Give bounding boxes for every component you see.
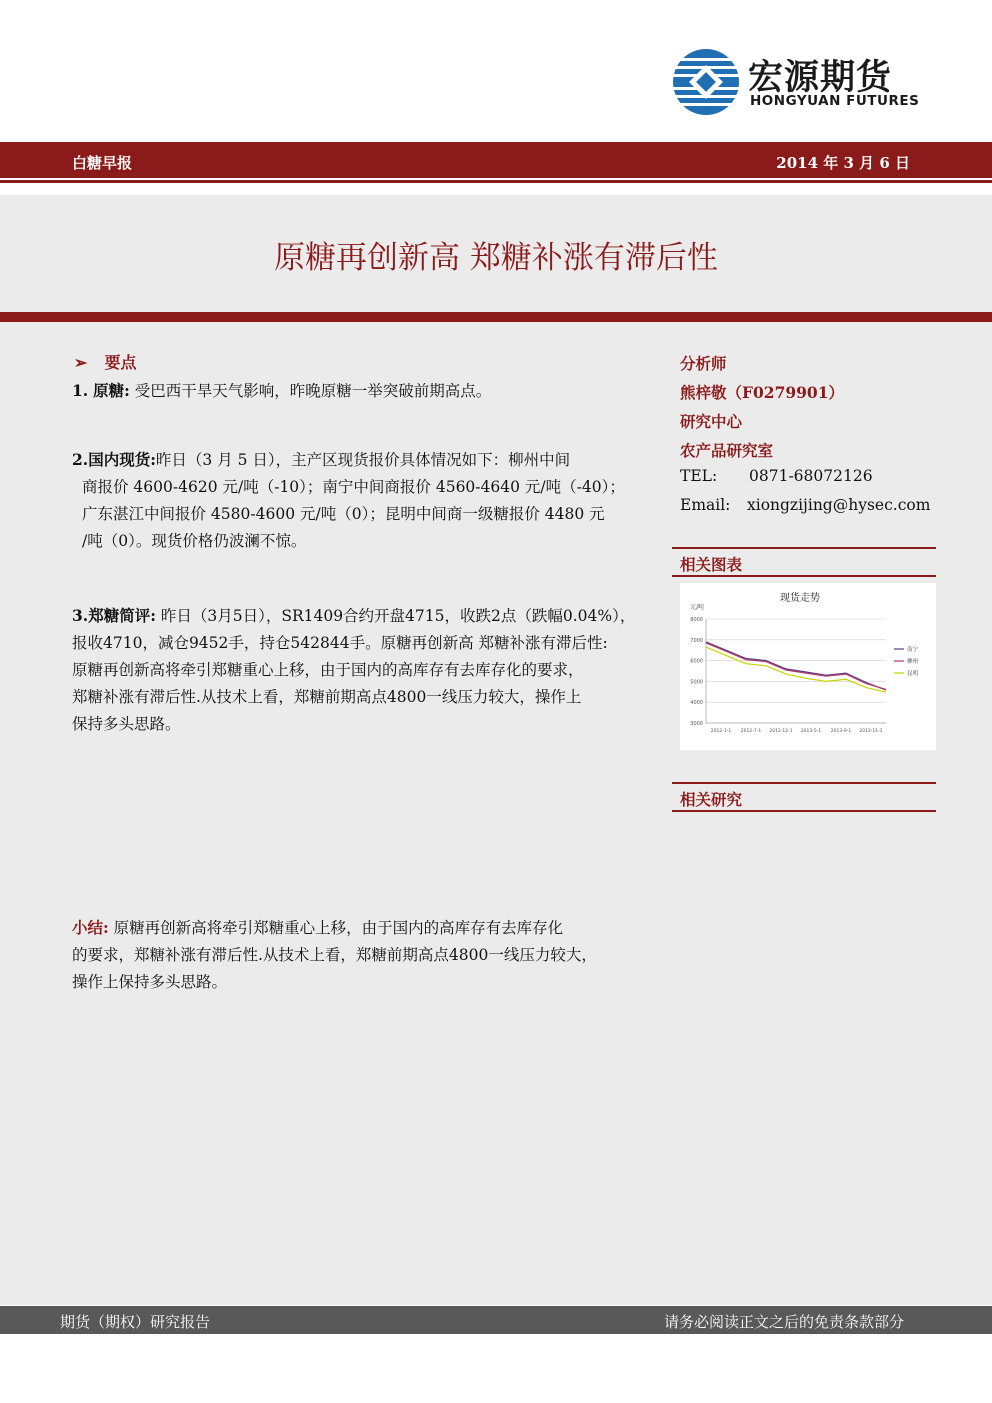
series-line-2 [706, 643, 886, 690]
x-tick-label: 2012-12-1 [769, 729, 793, 734]
chart-y-label: 元/吨 [690, 604, 705, 611]
x-tick-label: 2013-5-1 [800, 729, 822, 734]
paragraph-raw-sugar: 1. 原糖: 受巴西干旱天气影响，昨晚原糖一举突破前期高点。 [72, 381, 492, 400]
bullet-arrow-icon: ➢ [74, 353, 88, 372]
footer-disclaimer-link: 请务必阅读正文之后的免责条款部分 [663, 1313, 904, 1331]
page-title: 原糖再创新高 郑糖补涨有滞后性 [274, 240, 718, 276]
analyst-name: 熊梓敬（F0279901） [680, 383, 844, 402]
tel-label: TEL: [680, 467, 718, 485]
x-tick-label: 2012-7-1 [740, 729, 762, 734]
header-bar-rule [0, 180, 992, 183]
x-tick-label: 2013-11-1 [859, 729, 883, 734]
y-tick-label: 4000 [690, 700, 703, 707]
y-tick-label: 7000 [690, 637, 703, 644]
paragraph-zhengzhou-comment: 3.郑糖简评: 昨日（3月5日），SR1409合约开盘4715，收跌2点（跌幅0.04%）， 报收4710，减仓9452手，持仓542844手。原糖再创新高 郑糖补涨有滞后性: 原糖再创新高将牵引郑糖重心上移，由于国内的高库存有去库存化的要求， 郑糖补涨有滞后性.从技术上看，郑糖前期高点4800一线压力较大，操作上 保持多头思路。 [72, 606, 636, 733]
analyst-label: 分析师 [680, 354, 727, 373]
footer-report-label: 期货（期权）研究报告 [60, 1313, 211, 1331]
x-tick-label: 2013-9-1 [830, 729, 852, 734]
dept-agri-lab: 农产品研究室 [680, 441, 774, 460]
series-line-1 [706, 642, 886, 690]
spot-price-chart [680, 583, 936, 750]
chart-title: 现货走势 [780, 593, 820, 604]
dept-research-center: 研究中心 [680, 412, 743, 431]
email-label: Email: [680, 496, 731, 514]
chart-svg [680, 583, 936, 750]
report-date: 2014 年 3 月 6 日 [776, 154, 910, 172]
related-charts-heading: 相关图表 [672, 547, 936, 577]
paragraph-domestic-spot: 2.国内现货:昨日（3 月 5 日），主产区现货报价具体情况如下：柳州中间 商报价 4600-4620 元/吨（-10）；南宁中间商报价 4560-4640 元/吨（-40）； 广东湛江中间报价 4580-4600 元/吨（0）；昆明中间商一级糖报价 4480 元 /吨（0）。现货价格仍波澜不惊。 [72, 450, 625, 550]
paragraph-summary: 小结: 原糖再创新高将牵引郑糖重心上移，由于国内的高库存有去库存化 的要求，郑糖补涨有滞后性.从技术上看，郑糖前期高点4800一线压力较大， 操作上保持多头思路。 [72, 918, 597, 991]
email-value[interactable]: xiongzijing@hysec.com [747, 496, 931, 514]
key-points-heading: ➢ 要点 [74, 353, 137, 372]
logo-text-cn: 宏源期货 [748, 58, 893, 98]
related-research-heading: 相关研究 [672, 782, 936, 812]
company-logo-icon [672, 48, 740, 116]
tel-value: 0871-68072126 [749, 467, 873, 485]
y-tick-label: 3000 [690, 721, 703, 727]
y-tick-label: 6000 [690, 658, 703, 665]
legend-label: 昆明 [907, 671, 919, 677]
title-divider [0, 312, 992, 322]
legend-label: 柳州 [907, 659, 919, 665]
y-tick-label: 5000 [690, 679, 703, 686]
x-tick-label: 2012-1-1 [710, 729, 732, 734]
logo-text-en: HONGYUAN FUTURES [750, 93, 920, 109]
legend-label: 南宁 [907, 647, 919, 653]
report-type: 白糖早报 [72, 154, 133, 172]
y-tick-label: 8000 [690, 617, 703, 623]
